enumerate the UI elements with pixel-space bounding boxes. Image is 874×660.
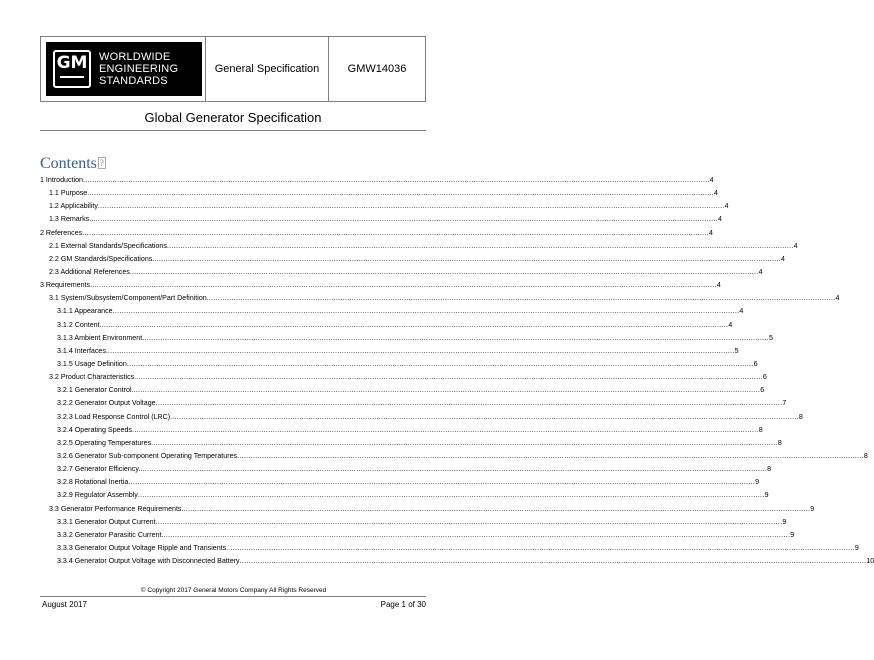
toc-entry-title: 1.3 Remarks. [49,215,92,224]
toc-entry-title: 3.1.3 Ambient Environment [57,333,143,342]
toc-entry[interactable] [40,358,758,371]
toc-entry-page: 9 [854,543,859,552]
toc-leader-dots [209,292,836,305]
logo-cell [41,37,206,101]
gm-logo-letters: GM [56,53,88,73]
toc-leader-dots [134,384,761,397]
toc-entry-title: 3.2.6 Generator Sub-component Operating Temperatures [57,451,238,460]
toc-entry-title: 3.2.4 Operating Speeds [57,425,132,434]
toc-entry-page: 4 [781,254,785,263]
footer-page-number: Page 1 of 30 [380,600,426,609]
toc-entry[interactable] [40,489,769,502]
gm-logo-mark [53,50,91,88]
toc-leader-dots [108,345,735,358]
toc-entry[interactable] [40,292,840,305]
toc-entry-title: 3.1.1 Appearance [57,307,113,316]
toc-leader-dots [138,489,765,502]
contents-heading [40,155,106,173]
toc-entry[interactable] [40,227,713,240]
toc-entry[interactable] [40,174,714,187]
toc-entry-page: 8 [777,438,782,447]
toc-leader-dots [156,516,783,529]
toc-leader-dots [142,332,769,345]
toc-entry-title: 3.3.1 Generator Output Current [57,517,156,526]
toc-entry-title: 3.3.4 Generator Output Voltage with Disconnected Battery [57,557,240,566]
toc-leader-dots [98,200,725,213]
toc-entry-page: 4 [717,215,722,224]
toc-leader-dots [156,397,783,410]
toc-leader-dots [82,227,709,240]
toc-entry-title: 3.1.4 Interfaces. [57,346,108,355]
toc-leader-dots [183,503,810,516]
toc-entry-page: 6 [753,359,758,368]
toc-entry[interactable] [40,279,721,292]
toc-entry[interactable] [40,371,767,384]
toc-entry[interactable] [40,411,803,424]
toc-entry[interactable] [40,529,795,542]
toc-leader-dots [127,358,754,371]
toc-entry-title: 3.2.9 Regulator Assembly [57,491,138,500]
toc-leader-dots [163,529,790,542]
toc-entry[interactable] [40,319,733,332]
toc-entry-title: 2.2 GM Standards/Specifications. [49,254,155,263]
toc-entry-title: 3.2.5 Operating Temperatures [57,438,152,447]
toc-leader-dots [91,213,718,226]
toc-entry-title: 2 References [40,228,83,237]
toc-entry-page: 4 [716,281,721,290]
toc-leader-dots [113,305,740,318]
toc-entry-title: 1.2 Applicability [49,202,98,211]
toc-entry-page: 6 [762,373,767,382]
gm-logo [46,42,202,96]
title-divider [40,130,426,131]
toc-entry[interactable] [40,516,787,529]
toc-leader-dots [83,174,710,187]
toc-entry-title: 3.1.2 Content. [57,320,102,329]
toc-entry-page: 8 [758,425,763,434]
toc-entry-page: 10 [866,557,874,566]
table-of-contents [40,174,874,568]
toc-entry[interactable] [40,305,744,318]
toc-entry-page: 8 [798,412,803,421]
spec-type: General Specification [206,37,329,101]
toc-entry-page: 4 [714,189,718,198]
toc-entry[interactable] [40,253,785,266]
toc-entry[interactable] [40,200,729,213]
toc-entry[interactable] [40,240,798,253]
toc-entry-page: 4 [835,294,840,303]
document-header [40,36,426,102]
toc-leader-dots [154,253,781,266]
footer-divider [40,596,426,597]
toc-entry[interactable] [40,384,765,397]
toc-entry-page: 5 [734,346,739,355]
toc-entry-page: 4 [708,228,713,237]
toc-entry[interactable] [40,266,763,279]
toc-leader-dots [132,424,759,437]
copyright-notice: © Copyright 2017 General Motors Company All Rights Reserved [140,587,327,594]
gm-logo-underline [60,76,84,78]
toc-leader-dots [228,542,855,555]
toc-entry[interactable] [40,476,760,489]
logo-text [99,51,178,87]
toc-leader-dots [87,187,714,200]
toc-entry-title: 3 Requirements [40,281,91,290]
toc-entry-title: 3.2.1 Generator Control. [57,386,134,395]
toc-entry[interactable] [40,450,868,463]
toc-leader-dots [102,319,729,332]
toc-entry-page: 4 [758,267,763,276]
missing-glyph-icon: ? [99,158,104,168]
toc-entry[interactable] [40,542,859,555]
toc-leader-dots [132,266,759,279]
document-number: GMW14036 [347,63,407,75]
toc-entry-page: 9 [764,491,769,500]
toc-entry-title: 1 Introduction [40,176,83,184]
toc-entry-page: 8 [863,451,868,460]
toc-entry-title: 3.1.5 Usage Definition [57,359,127,368]
logo-line: WORLDWIDE [99,51,171,63]
toc-entry[interactable] [40,345,739,358]
toc-entry-page: 6 [760,386,765,395]
toc-leader-dots [140,463,767,476]
toc-entry-page: 4 [739,307,744,316]
toc-entry-page: 9 [810,504,815,513]
footer-date: August 2017 [42,600,87,609]
toc-entry[interactable] [40,332,773,345]
toc-entry-title: 3.2 Product Characteristics. [49,373,137,382]
toc-entry-title: 3.1 System/Subsystem/Component/Part Definition. [49,294,209,303]
toc-entry-page: 9 [755,478,760,487]
toc-entry[interactable] [40,555,874,568]
toc-entry[interactable] [40,463,772,476]
toc-entry[interactable] [40,213,722,226]
toc-entry[interactable] [40,187,718,200]
toc-entry-page: 4 [793,241,798,250]
toc-entry-title: 3.2.7 Generator Efficiency. [57,465,141,474]
toc-entry-title: 2.1 External Standards/Specifications [49,241,167,250]
toc-leader-dots [90,279,717,292]
toc-entry[interactable] [40,397,787,410]
toc-entry-page: 4 [709,176,714,184]
logo-line: ENGINEERING [99,63,179,75]
toc-entry-title: 3.3.2 Generator Parasitic Current. [57,530,164,539]
toc-entry-title: 2.3 Additional References. [49,267,132,276]
toc-entry-title: 3.2.3 Load Response Control (LRC). [57,412,173,421]
toc-leader-dots [240,555,867,568]
toc-entry[interactable] [40,424,763,437]
contents-heading-text: Contents [40,155,97,172]
toc-entry-page: 9 [790,530,795,539]
toc-leader-dots [237,450,864,463]
toc-entry[interactable] [40,503,815,516]
toc-leader-dots [128,476,755,489]
toc-leader-dots [167,240,794,253]
toc-entry[interactable] [40,437,782,450]
toc-entry-title: 3.3.3 Generator Output Voltage Ripple and Transients. [57,543,229,552]
toc-leader-dots [151,437,778,450]
toc-entry-page: 4 [728,320,733,329]
toc-entry-title: 3.2.8 Rotational Inertia [57,478,129,487]
toc-entry-page: 7 [782,399,787,408]
toc-entry-title: 3.3 Generator Performance Requirements. [49,504,184,513]
toc-entry-title: 1.1 Purpose [49,189,88,198]
toc-leader-dots [172,411,799,424]
toc-entry-page: 9 [782,517,787,526]
toc-leader-dots [136,371,763,384]
toc-entry-page: 8 [767,465,772,474]
document-title: Global Generator Specification [144,110,322,125]
toc-entry-title: 3.2.2 Generator Output Voltage [57,399,156,408]
toc-entry-page: 5 [768,333,773,342]
toc-entry-page: 4 [724,202,729,211]
logo-line: STANDARDS [99,75,168,87]
